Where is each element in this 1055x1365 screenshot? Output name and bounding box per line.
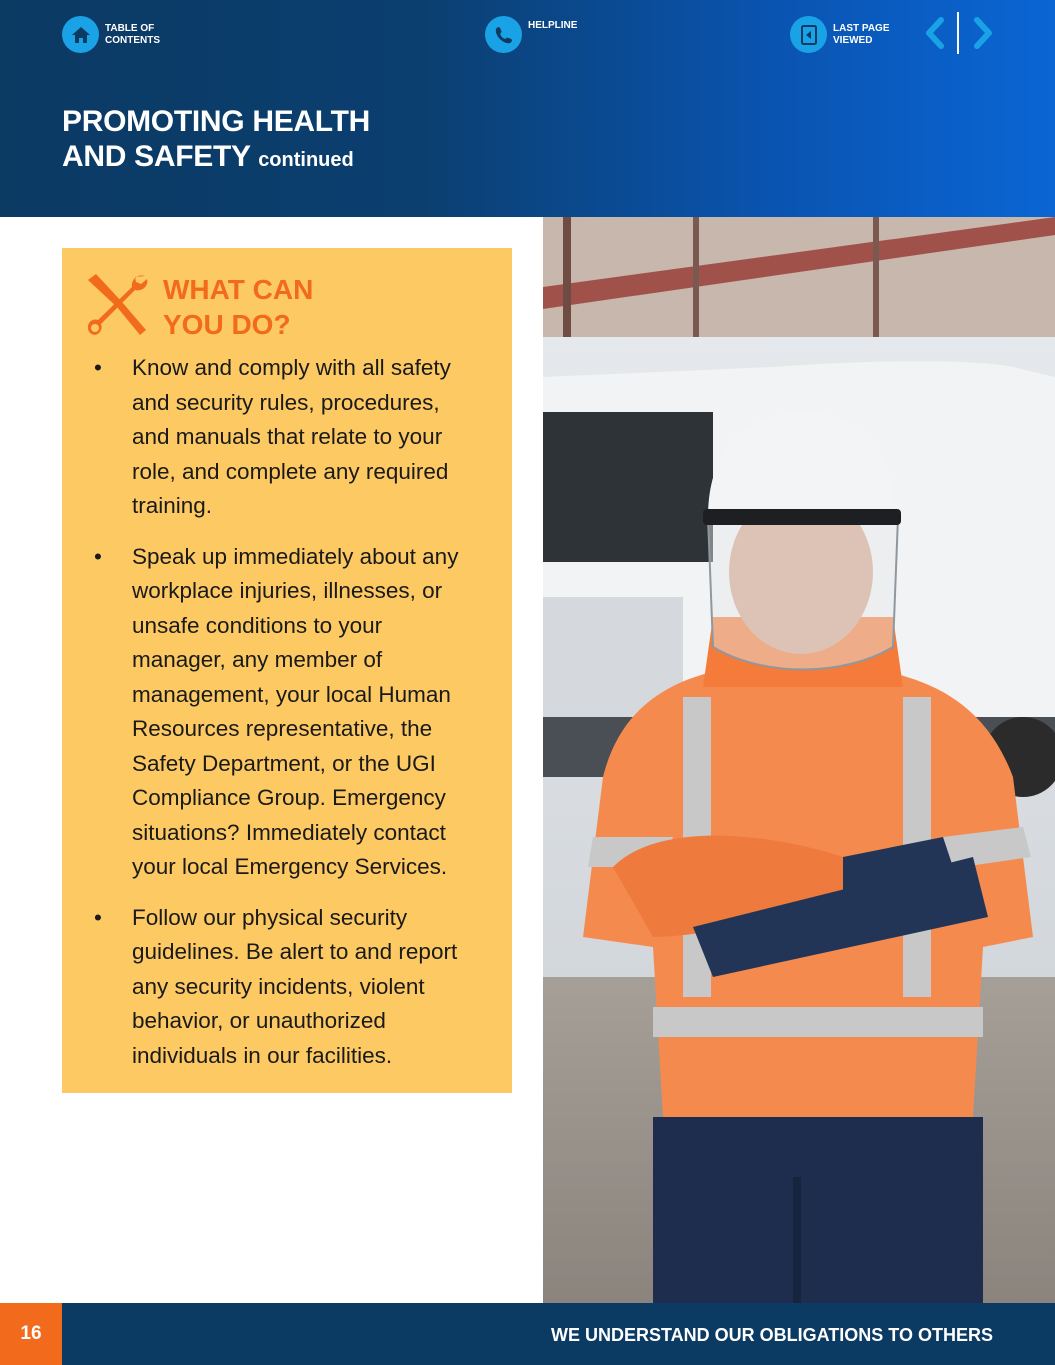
last-page-label: LAST PAGE VIEWED [833, 22, 890, 46]
worker-photo [543, 217, 1055, 1303]
what-can-you-do-box [62, 248, 512, 1093]
page-number: 16 [0, 1303, 62, 1365]
tip-heading-line-2: YOU DO? [163, 309, 291, 340]
list-item [86, 351, 481, 524]
list-item-text: Follow our physical security guidelines. Be alert to and report any security incidents, violent behavior, or unauthorized individuals in our facilities. [132, 904, 458, 1068]
list-item [86, 540, 481, 885]
list-item-text: Know and comply with all safety and security rules, procedures, and manuals that relate to your role, and complete any required training. [132, 355, 451, 518]
page-header [0, 0, 1055, 217]
tools-icon [84, 272, 152, 338]
toc-label: TABLE OF CONTENTS [105, 22, 160, 46]
tip-list [86, 351, 481, 1089]
next-page-button[interactable] [968, 10, 998, 56]
list-item [86, 901, 481, 1074]
page-title-line-2: AND SAFETY [62, 140, 251, 173]
chevron-left-icon [924, 17, 946, 49]
chevron-right-icon [972, 17, 994, 49]
previous-page-button[interactable] [920, 10, 950, 56]
page-footer [0, 1303, 1055, 1365]
page-title-line-2-wrap [62, 139, 370, 178]
home-icon [62, 16, 99, 53]
helpline-link[interactable] [485, 16, 608, 53]
bullet: • [94, 904, 102, 930]
page-navigation [920, 10, 1000, 56]
tip-heading-line-1: WHAT CAN [163, 274, 314, 305]
list-item-text: Speak up immediately about any workplace injuries, illnesses, or unsafe conditions to your manager, any member of management, your local Human Resources representative, the Safety Department, or the UGI Compliance Group. Emergency situations? Immediately contact your local Emergency Services. [132, 543, 459, 879]
navigation-divider [957, 12, 959, 54]
page-title-suffix: continued [258, 149, 354, 171]
bullet: • [94, 355, 102, 380]
safety-worker-image [543, 217, 1055, 1303]
last-page-viewed-link[interactable] [790, 16, 913, 53]
bullet: • [94, 543, 102, 569]
page-title [62, 104, 370, 178]
section-title: WE UNDERSTAND OUR OBLIGATIONS TO OTHERS [550, 1325, 993, 1345]
last-page-icon [790, 16, 827, 53]
helpline-label: HELPLINE [528, 19, 578, 31]
phone-icon [485, 16, 522, 53]
tip-heading [163, 272, 313, 342]
table-of-contents-link[interactable] [62, 16, 185, 53]
page-title-line-1: PROMOTING HEALTH [62, 105, 370, 138]
